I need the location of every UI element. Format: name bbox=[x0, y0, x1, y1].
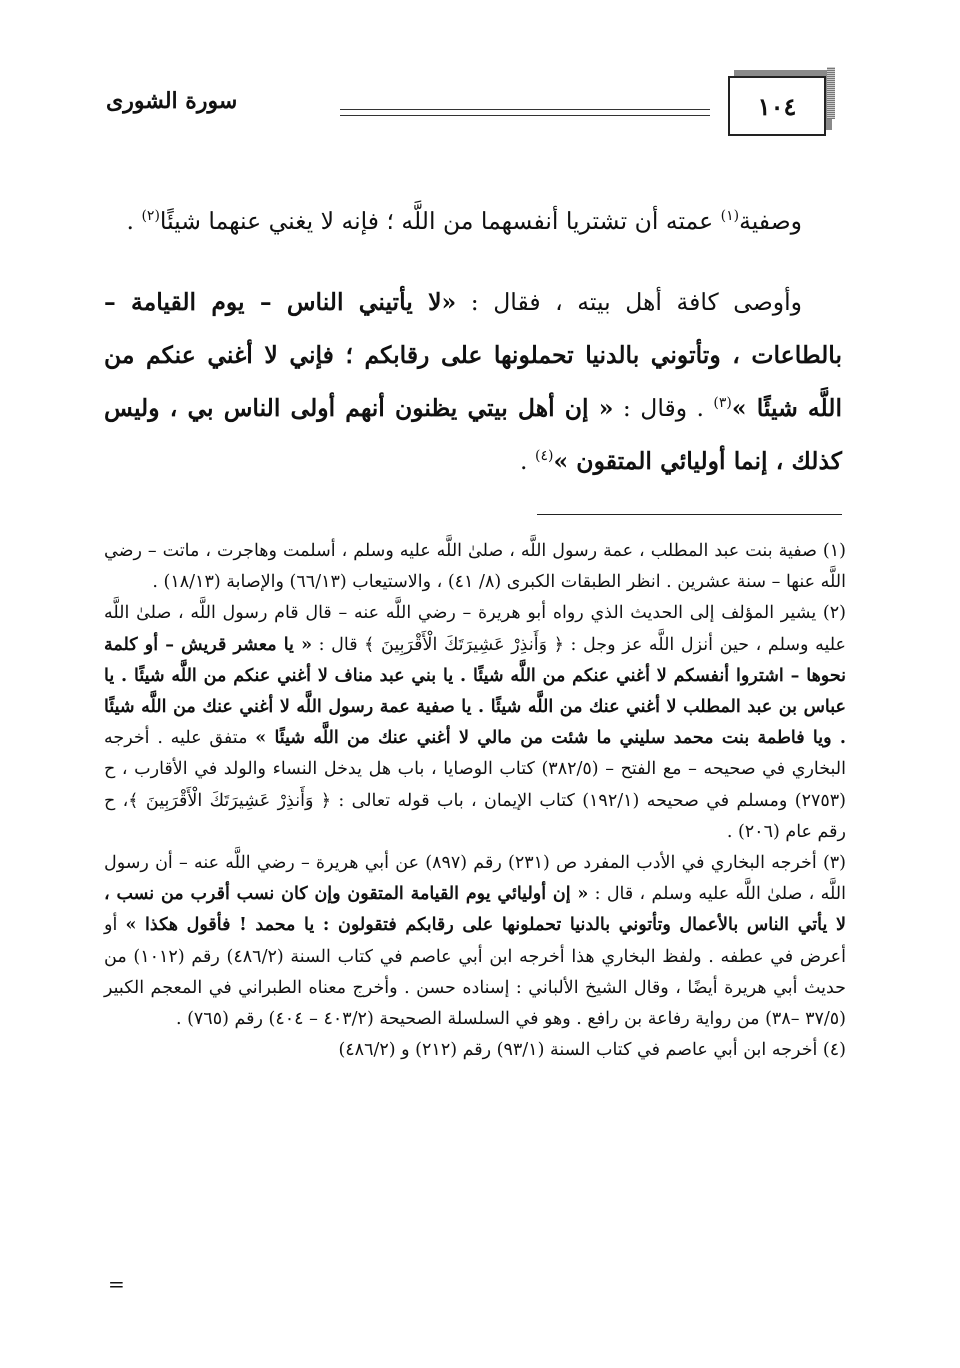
text: . bbox=[126, 207, 142, 235]
page-header bbox=[100, 60, 840, 150]
footnote-1: (١) صفية بنت عبد المطلب ، عمة رسول اللَّه ، صلىٰ اللَّه عليه وسلم ، أسلمت وهاجرت ، ماتت – رضي اللَّه عنها – سنة عشرين . انظر الطبقات الكبرى (٨/ ٤١) ، والاستيعاب (٦٦/١٣) والإصابة (١٨/١٣) . bbox=[104, 541, 846, 593]
text: . وقال : bbox=[613, 394, 714, 422]
continuation-mark: = bbox=[108, 1272, 125, 1296]
text: عمته أن تشتريا أنفسهما من اللَّه ؛ فإنه لا يغني عنهما شيئًا bbox=[159, 207, 721, 235]
footnote-separator bbox=[537, 514, 842, 515]
paragraph-2 bbox=[104, 276, 842, 488]
footnote-ref-4: (٤) bbox=[534, 448, 554, 465]
hadith-quote-2: « إن أهل بيتي يظنون أنهم أولى الناس بي ، وليس كذلك ، إنما أوليائي المتقون » bbox=[104, 394, 842, 475]
surah-title: سورة الشورى bbox=[106, 88, 238, 114]
text: وأوصى كافة أهل بيته ، فقال : bbox=[456, 288, 803, 316]
text: وصفية bbox=[739, 207, 802, 235]
footnote-ref-2: (٢) bbox=[141, 208, 160, 225]
text: أو أعرض في عطفه . ولفظ البخاري هذا أخرجه ابن أبي عاصم في كتاب السنة (٤٨٦/٢) رقم (١٠١٢) من حديث أبي هريرة أيضًا ، وقال الشيخ الألباني : إسناده حسن . وأخرج معناه الطبراني في المعجم الكبير (٣٧/٥ –٣٨) من رواية رفاعة بن رافع . وهو في السلسلة الصحيحة (٤٠٣/٢ – ٤٠٤) رقم (٧٦٥) . bbox=[104, 915, 846, 1030]
text: . bbox=[520, 447, 535, 475]
main-text bbox=[104, 195, 842, 488]
footnote-ref-1: (١) bbox=[720, 208, 740, 225]
hadith-quote: « إن أوليائي يوم القيامة المتقون وإن كان نسب أقرب من نسب ، لا يأتي الناس بالأعمال وتأتوني بالدنيا تحملونها على رقابكم فتقولون : يا محمد ! فأقول هكذا » bbox=[104, 884, 846, 936]
hadith-quote-1: «لا يأتيني الناس – يوم القيامة – بالطاعات ، وتأتوني بالدنيا تحملونها على رقابكم ؛ فإني لا أغني عنكم من اللَّه شيئًا » bbox=[104, 288, 842, 422]
page-number-box bbox=[728, 76, 826, 136]
text: (٢) يشير المؤلف إلى الحديث الذي رواه أبو هريرة – رضي اللَّه عنه – قال قام رسول اللَّه ، صلىٰ اللَّه عليه وسلم ، حين أنزل اللَّه عز وجل : ﴿ وَأَنذِرْ عَشِيرَتَكَ الْأَقْرَبِينَ ﴾ قال : bbox=[104, 603, 846, 655]
footnote-3 bbox=[104, 848, 846, 1035]
text: متفق عليه . أخرجه البخاري في صحيحه – مع الفتح – (٣٨٢/٥) كتاب الوصايا ، باب هل يدخل النساء والولد في الأقارب ، ح (٢٧٥٣) ومسلم في صحيحه (١٩٢/١) كتاب الإيمان ، باب قوله تعالى : ﴿ وَأَنذِرْ عَشِيرَتَكَ الْأَقْرَبِينَ ﴾، ح رقم عام (٢٠٦) . bbox=[104, 728, 846, 842]
footnote-ref-3: (٣) bbox=[713, 395, 732, 412]
page-number: ١٠٤ bbox=[757, 91, 797, 121]
header-double-rule bbox=[340, 109, 710, 116]
footnote-4: (٤) أخرجه ابن أبي عاصم في كتاب السنة (٩٣/١) رقم (٢١٢) و (٤٨٦/٢) bbox=[338, 1040, 846, 1061]
footnotes bbox=[104, 536, 846, 1066]
paragraph-1 bbox=[104, 195, 842, 248]
hadith-quote: « يا معشر قريش – أو كلمة نحوها – اشتروا أنفسكم لا أغني عنكم من اللَّه شيئًا . يا بني عبد مناف لا أغني عنكم من اللَّه شيئًا . يا عباس بن عبد المطلب لا أغني عنك من اللَّه شيئًا . يا صفية عمة رسول اللَّه لا أغني عنك من اللَّه شيئًا . ويا فاطمة بنت محمد سليني ما شئت من مالي لا أغني عنك من اللَّه شيئًا » bbox=[104, 634, 846, 749]
text: (٣) أخرجه البخاري في الأدب المفرد ص (٢٣١) رقم (٨٩٧) عن أبي هريرة – رضي اللَّه عنه – أن رسول اللَّه ، صلىٰ اللَّه عليه وسلم ، قال : bbox=[104, 853, 846, 905]
footnote-2 bbox=[104, 598, 846, 848]
